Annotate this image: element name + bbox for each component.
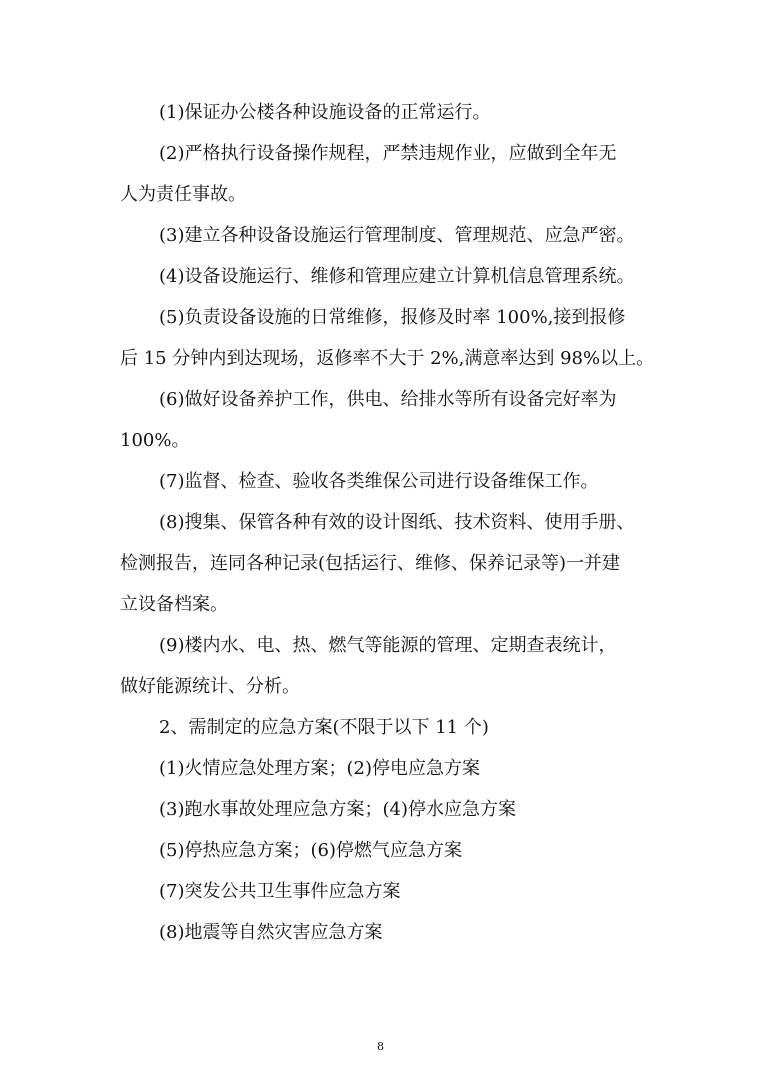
text-line: 后 15 分钟内到达现场，返修率不大于 2%,满意率达到 98%以上。 bbox=[120, 348, 655, 369]
text-line: (7)监督、检查、验收各类维保公司进行设备维保工作。 bbox=[159, 471, 599, 492]
text-line: (1)保证办公楼各种设施设备的正常运行。 bbox=[159, 102, 491, 123]
text-line: (8)搜集、保管各种有效的设计图纸、技术资料、使用手册、 bbox=[159, 512, 635, 533]
text-line: (6)做好设备养护工作，供电、给排水等所有设备完好率为 bbox=[159, 389, 617, 410]
text-line: 100%。 bbox=[120, 430, 190, 451]
text-line: (4)设备设施运行、维修和管理应建立计算机信息管理系统。 bbox=[159, 266, 635, 287]
text-line: (8)地震等自然灾害应急方案 bbox=[159, 922, 383, 943]
text-line: (1)火情应急处理方案；(2)停电应急方案 bbox=[159, 758, 480, 779]
text-line: (5)负责设备设施的日常维修，报修及时率 100%,接到报修 bbox=[159, 307, 626, 328]
text-line: 人为责任事故。 bbox=[120, 184, 246, 205]
text-line: (5)停热应急方案；(6)停燃气应急方案 bbox=[159, 840, 462, 861]
document-body bbox=[120, 92, 655, 953]
text-line: 立设备档案。 bbox=[120, 594, 228, 615]
text-line: (3)建立各种设备设施运行管理制度、管理规范、应急严密。 bbox=[159, 225, 635, 246]
text-line: (7)突发公共卫生事件应急方案 bbox=[159, 881, 401, 902]
text-line: (9)楼内水、电、热、燃气等能源的管理、定期查表统计， bbox=[159, 635, 617, 656]
text-line: 做好能源统计、分析。 bbox=[120, 676, 300, 697]
section-heading: 2、需制定的应急方案(不限于以下 11 个) bbox=[159, 717, 489, 738]
text-line: 检测报告，连同各种记录(包括运行、维修、保养记录等)一并建 bbox=[120, 553, 621, 574]
page-number: 8 bbox=[377, 1040, 384, 1053]
text-line: (3)跑水事故处理应急方案；(4)停水应急方案 bbox=[159, 799, 516, 820]
text-line: (2)严格执行设备操作规程，严禁违规作业，应做到全年无 bbox=[159, 143, 617, 164]
